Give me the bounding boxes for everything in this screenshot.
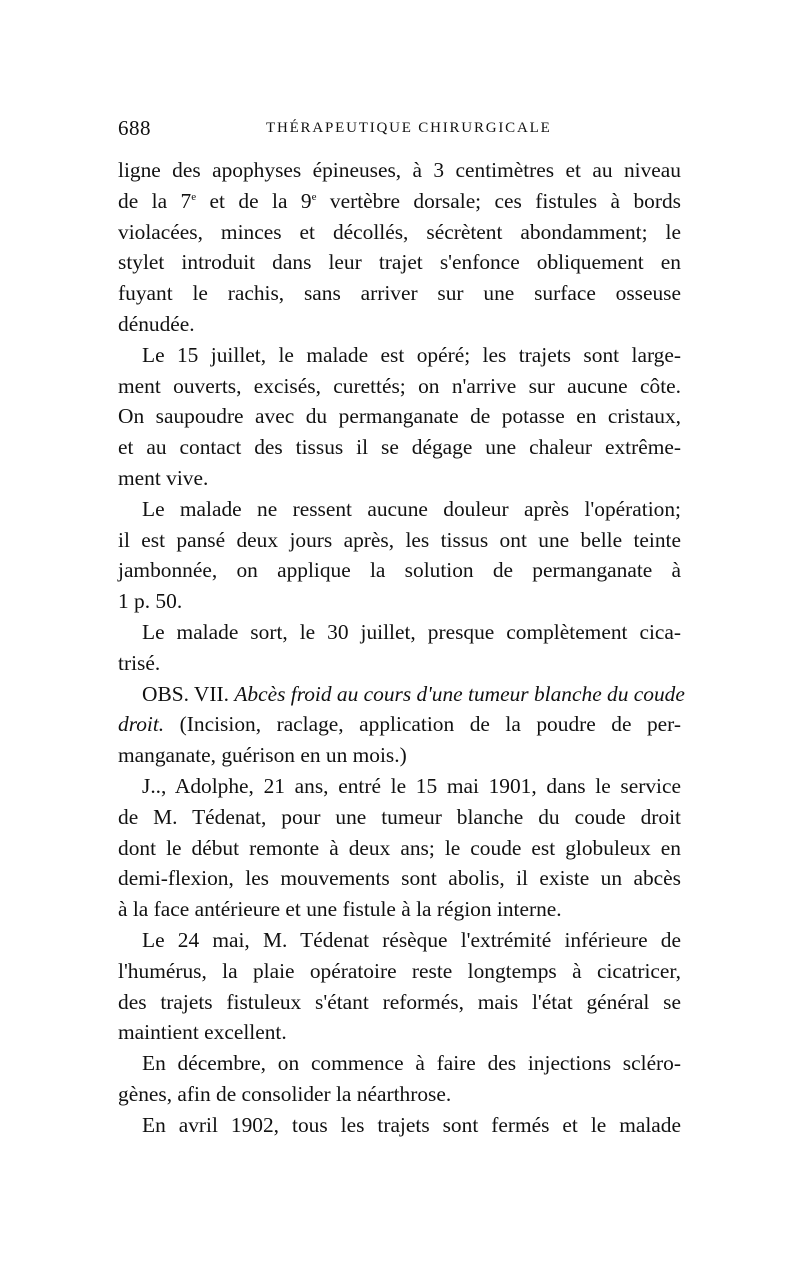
- text-line: demi-flexion, les mouvements sont abolis, il existe un abcès: [118, 866, 681, 891]
- obs-heading-line: [118, 679, 685, 710]
- text-line: ment vive.: [118, 465, 209, 490]
- page-header: [118, 116, 681, 146]
- text-line: de la 7e et de la 9e vertèbre dorsale; ces fistules à bords: [118, 188, 681, 213]
- text-line: En décembre, on commence à faire des injections scléro-: [142, 1051, 681, 1076]
- text-line: trisé.: [118, 650, 161, 675]
- body-text: [118, 155, 685, 1141]
- obs-title-end: droit.: [118, 712, 165, 737]
- text-line: fuyant le rachis, sans arriver sur une surface osseuse: [118, 281, 681, 306]
- obs-summary: (Incision, raclage, application de la poudre de per-: [179, 712, 681, 737]
- text-line: des trajets fistuleux s'étant reformés, mais l'état général se: [118, 989, 681, 1014]
- obs-label: OBS. VII.: [142, 681, 229, 706]
- text-line: Le malade sort, le 30 juillet, presque complètement cica-: [142, 619, 681, 644]
- obs-title: Abcès froid au cours d'une tumeur blanche du coude: [234, 681, 685, 706]
- text-line: Le 24 mai, M. Tédenat résèque l'extrémité inférieure de: [142, 927, 681, 952]
- text-line: dont le début remonte à deux ans; le coude est globuleux en: [118, 835, 681, 860]
- text-line: ligne des apophyses épineuses, à 3 centimètres et au niveau: [118, 158, 681, 182]
- text-line: J.., Adolphe, 21 ans, entré le 15 mai 1901, dans le service: [142, 773, 681, 798]
- text-line: En avril 1902, tous les trajets sont fermés et le malade: [142, 1112, 681, 1137]
- text-line: stylet introduit dans leur trajet s'enfonce obliquement en: [118, 250, 681, 275]
- text-line: et au contact des tissus il se dégage une chaleur extrême-: [118, 435, 681, 460]
- text-line: de M. Tédenat, pour une tumeur blanche du coude droit: [118, 804, 681, 829]
- text-line: On saupoudre avec du permanganate de potasse en cristaux,: [118, 404, 681, 429]
- text-line: 1 p. 50.: [118, 589, 183, 614]
- text-line: Le 15 juillet, le malade est opéré; les trajets sont large-: [142, 342, 681, 367]
- obs-heading-line: [118, 709, 681, 740]
- text-line: à la face antérieure et une fistule à la région interne.: [118, 897, 562, 922]
- text-line: il est pansé deux jours après, les tissus ont une belle teinte: [118, 527, 681, 552]
- page-number: 688: [118, 116, 151, 140]
- text-line: maintient excellent.: [118, 1020, 287, 1045]
- text-line: manganate, guérison en un mois.): [118, 743, 407, 768]
- running-title: THÉRAPEUTIQUE CHIRURGICALE: [266, 120, 552, 136]
- text-line: dénudée.: [118, 311, 195, 336]
- text-line: jambonnée, on applique la solution de permanganate à: [118, 558, 681, 583]
- text-line: ment ouverts, excisés, curettés; on n'arrive sur aucune côte.: [118, 373, 681, 398]
- text-line: gènes, afin de consolider la néarthrose.: [118, 1081, 452, 1106]
- text-line: l'humérus, la plaie opératoire reste longtemps à cicatricer,: [118, 958, 681, 983]
- text-line: violacées, minces et décollés, sécrètent abondamment; le: [118, 219, 681, 244]
- text-line: Le malade ne ressent aucune douleur après l'opération;: [142, 496, 681, 521]
